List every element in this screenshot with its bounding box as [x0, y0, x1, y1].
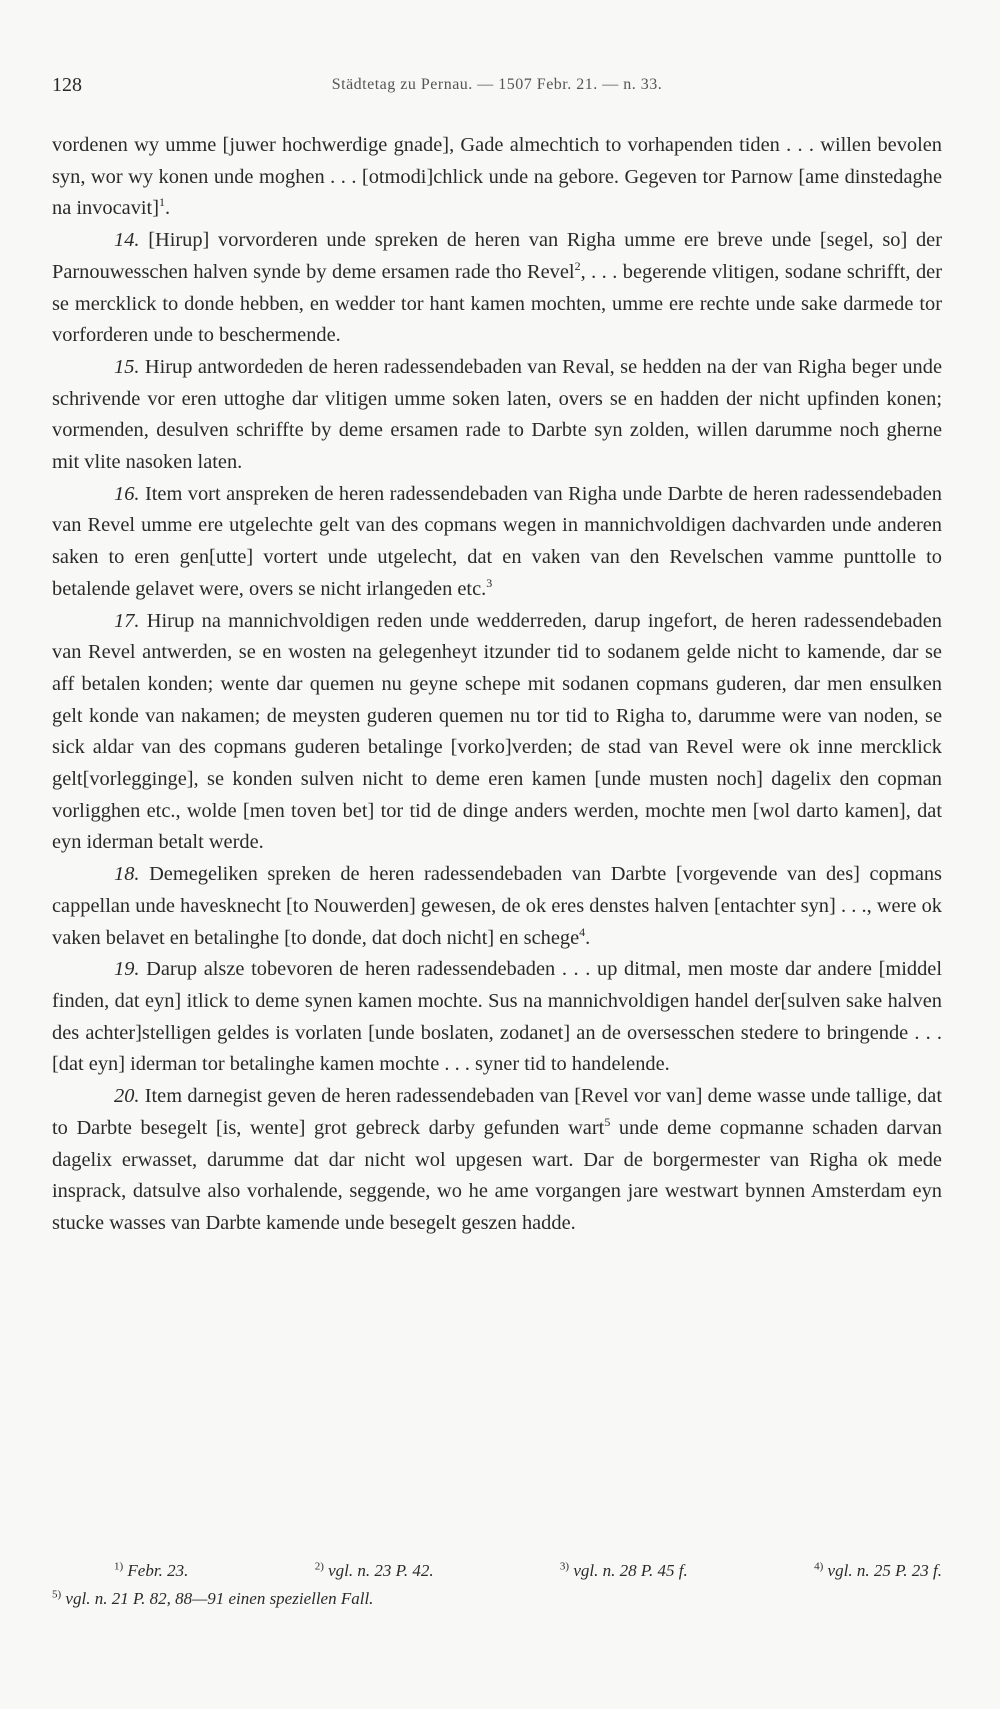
- section-15: 15. Hirup antwordeden de heren radessendebaden van Reval, se hedden na der van Righa beger unde schrivende vor eren uttoghe dar vlitigen umme soken laten, overs se en hadden der nicht upfinden konen; vormenden, desulven schriffte by deme ersamen rade to Darbte syn zolden, willen darumme noch gherne mit vlite nasoken laten.: [52, 355, 942, 474]
- section-number: 17.: [114, 609, 140, 632]
- footnotes: [52, 1557, 942, 1613]
- section-19: 19. Darup alsze tobevoren de heren radessendebaden . . . up ditmal, men moste dar andere [middel finden, dat eyn] itlick to deme synen kamen mochte. Sus na mannichvoldigen handel der[sulven sake halven des achter]stelligen geldes is vorlaten [unde boslaten, zodanet] an de oversesschen stedere to bringende . . . [dat eyn] iderman tor betalinghe kamen mochte . . . syner tid to handelende.: [52, 958, 942, 1076]
- section-16: 16. Item vort anspreken de heren radessendebaden van Righa unde Darbte de heren radessendebaden van Revel umme ere utgelechte gelt van des copmans wegen in mannichvoldigen dachvarden unde anderen saken to eren gen[utte] vortert unde utgelecht, dat en vaken van den Revelschen vamme punttolle to betalende gelavet were, overs se nicht irlangeden etc.$^3$: [52, 482, 942, 600]
- footnote-ref: 2: [574, 259, 581, 274]
- footnote-ref: 5: [604, 1115, 611, 1129]
- section-number: 18.: [114, 863, 140, 886]
- footnote-4: $^{4)}$ vgl. n. 25 P. 23 f.: [814, 1560, 942, 1580]
- intro-paragraph: vordenen wy umme [juwer hochwerdige gnade], Gade almechtich to vorhapenden tiden . . . willen bevolen syn, wor wy konen unde moghen . . . [otmodi]chlick unde na gebore. Gegeven tor Parnow [ame dinstedaghe na invocavit]$^1$.: [52, 134, 942, 220]
- section-18: 18. Demegeliken spreken de heren radessendebaden van Darbte [vorgevende van des] copmans cappellan unde havesknecht [to Nouwerden] gewesen, de ok eres denstes halven [entachter syn] . . ., were ok vaken belavet en betalinghe [to donde, dat doch nicht] en schege$^4$.: [52, 863, 942, 949]
- section-20: 20. Item darnegist geven de heren radessendebaden van [Revel vor van] deme wasse unde tallige, dat to Darbte besegelt [is, wente] grot gebreck darby gefunden wart$^5$ unde deme copmanne schaden darvan dagelix erwasset, darumme dat dar nicht wol upgesen wart. Dar de borgermester van Righa ok mede insprack, datsulve also vorhalende, seggende, wo he ame vorgangen jare westwart bynnen Amsterdam eyn stucke wasses van Darbte kamende unde besegelt geszen hadde.: [52, 1085, 942, 1234]
- footnote-ref: 4: [579, 924, 586, 939]
- footnote-2: $^{2)}$ vgl. n. 23 P. 42.: [314, 1560, 434, 1580]
- page-header: [52, 74, 942, 104]
- section-number: 15.: [114, 355, 140, 378]
- section-number: 20.: [114, 1085, 140, 1108]
- footnote-5: $^{5)}$ vgl. n. 21 P. 82, 88—91 einen speziellen Fall.: [52, 1588, 374, 1608]
- section-14: 14. [Hirup] vorvorderen unde spreken de heren van Righa umme ere breve unde [segel, so] der Parnouwesschen halven synde by deme ersamen rade tho Revel$^2$, . . . begerende vlitigen, sodane schrifft, der se mercklick to donde hebben, en wedder tor hant kamen mochten, umme ere rechte unde sake darmede tor vorforderen unde to beschermende.: [52, 229, 942, 347]
- footnote-3: $^{3)}$ vgl. n. 28 P. 45 f.: [559, 1560, 688, 1580]
- footnote-1: $^{1)}$ Febr. 23.: [114, 1560, 189, 1580]
- section-number: 16.: [114, 482, 140, 505]
- section-number: 14.: [114, 229, 140, 252]
- section-17: 17. Hirup na mannichvoldigen reden unde wedderreden, darup ingefort, de heren radessendebaden van Revel antwerden, se en wosten na gelegenheyt itzunder tid to sodanem gelde nicht to kamende, dar se aff betalen konden; wente dar quemen nu geyne schepe mit sodanen copmans guderen, dar men ensulken gelt konde van nakamen; de meysten guderen quemen nu tor tid to Righa to, darumme were van noden, se sick aldar van des copmans guderen betalinge [vorko]verden; de stad van Revel were ok inne mercklick gelt[vorlegginge], se konden sulven nicht to deme eren kamen [unde musten noch] dagelix den copman vorligghen etc., wolde [men toven bet] tor tid de dinge anders werden, mochte men [wol darto kamen], dat eyn iderman betalt werde.: [52, 609, 942, 854]
- footnote-ref: 3: [486, 576, 493, 591]
- page-number: 128: [52, 74, 82, 96]
- body-text: [52, 130, 942, 1240]
- section-number: 19.: [114, 958, 140, 981]
- running-head: Städtetag zu Pernau. — 1507 Febr. 21. — n. 33.: [331, 76, 663, 93]
- footnote-ref: 1: [159, 195, 166, 210]
